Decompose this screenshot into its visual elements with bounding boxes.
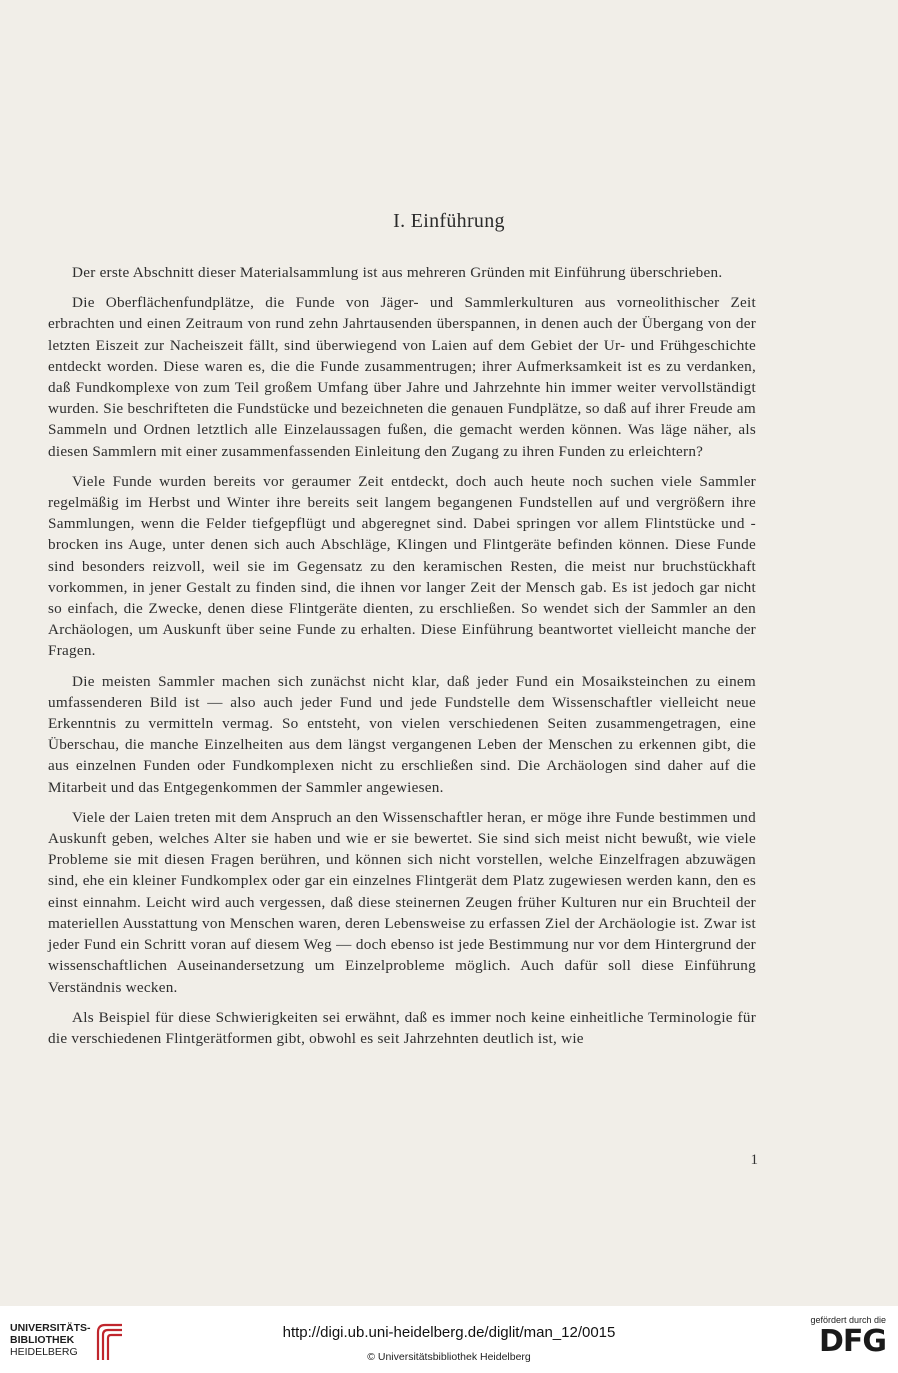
dfg-wordmark: DFG bbox=[818, 1324, 886, 1359]
footer bbox=[0, 1306, 898, 1373]
paragraph: Die Oberflächenfundplätze, die Funde von Jäger- und Sammlerkulturen aus vorneolithischer Zeit erbrachten und einen Zeitraum von rund zehn Jahrtausenden überspannen, in denen auch der Übergang von der letzten Eiszeit zur Nacheiszeit fällt, sind überwiegend von Laien auf dem Gebiet der Ur- und Frühgeschichte entdeckt worden. Diese waren es, die die Funde zusammentrugen; ihrer Aufmerksamkeit ist es zu verdanken, daß Fundkomplexe von zum Teil großem Umfang über Jahre und Jahrzehnte hin immer weiter vervollständigt wurden. Sie beschrifteten die Fundstücke und bezeichneten die genauen Fundplätze, so daß auf ihrer Freude am Sammeln und Ordnen letztlich alle Einzelaussagen fußen, die gemacht werden können. Was läge näher, als diesen Sammlern mit einer zusammenfassenden Einleitung den Zugang zu ihren Funden zu erleichtern? bbox=[48, 294, 756, 460]
library-name-line3: HEIDELBERG bbox=[10, 1346, 78, 1358]
dfg-logo[interactable] bbox=[796, 1315, 886, 1365]
page-number: 1 bbox=[750, 1152, 758, 1168]
paragraph: Als Beispiel für diese Schwierigkeiten sei erwähnt, daß es immer noch keine einheitliche Terminologie für die verschiedenen Flintgerätformen gibt, obwohl es seit Jahrzehnten deutlich ist, wie bbox=[48, 1008, 756, 1047]
funding-caption: gefördert durch die bbox=[810, 1315, 886, 1325]
paragraph: Die meisten Sammler machen sich zunächst nicht klar, daß jeder Fund ein Mosaiksteinchen zu einem umfassenderen Bild ist — also auch jeder Fund und jede Fundstelle dem Wissenschaftler vielleicht neue Erkenntnis zu vermitteln vermag. So entsteht, von vielen verschiedenen Seiten zusammengetragen, eine Überschau, die manche Einzelheiten aus dem längst vergangenen Leben der Menschen zu erkennen gibt, die aus einzelnen Funden oder Fundkomplexen nicht zu erschließen sind. Die Archäologen sind daher auf die Mitarbeit und das Entgegenkommen der Sammler angewiesen. bbox=[48, 672, 756, 796]
paragraph: Viele Funde wurden bereits vor geraumer Zeit entdeckt, doch auch heute noch suchen viele Sammler regelmäßig im Herbst und Winter ihre bereits seit langem begangenen Fundstellen auf und vergrößern ihre Sammlungen, wenn die Felder tiefgepflügt und abgeregnet sind. Dabei springen vor allem Flintstücke und -brocken ins Auge, unter denen sich auch Abschläge, Klingen und Flintgeräte befinden können. Diese Funde sind besonders reizvoll, weil sie im Gegensatz zu den keramischen Resten, die meist nur bruchstückhaft vorkommen, in jener Gestalt zu finden sind, die ihnen vor langer Zeit der Mensch gab. Es ist jedoch gar nicht so einfach, die Zwecke, denen diese Flintgeräte dienten, zu erschließen. So wendet sich der Sammler an den Archäologen, um Auskunft über seine Funde zu erhalten. Diese Einführung beantwortet vielleicht manche der Fragen. bbox=[48, 472, 756, 660]
paragraph: Der erste Abschnitt dieser Materialsammlung ist aus mehreren Gründen mit Einführung überschrieben. bbox=[72, 264, 723, 281]
library-name-line1: UNIVERSITÄTS- bbox=[10, 1322, 91, 1334]
copyright-notice: © Universitätsbibliothek Heidelberg bbox=[367, 1351, 531, 1363]
library-name-line2: BIBLIOTHEK bbox=[10, 1334, 75, 1346]
body-text bbox=[48, 262, 756, 1058]
paragraph: Viele der Laien treten mit dem Anspruch an den Wissenschaftler heran, er möge ihre Funde bestimmen und Auskunft geben, welches Alter sie haben und wie er sie bewertet. Sie sind sich meist nicht bewußt, wie viele Probleme sie mit diesen Fragen berühren, und können sich nicht vorstellen, welche Einzelfragen abzuwägen sind, ehe ein kleiner Fundkomplex oder gar ein einzelnes Flintgerät dem Platz zugewiesen werden kann, den es einst einnahm. Leicht wird auch vergessen, daß diese steinernen Zeugen früher Kulturen nur ein Bruchteil der materiellen Ausstattung von Menschen waren, deren Lebensweise zu erfassen Ziel der Archäologie ist. Zwar ist jeder Fund ein Schritt voran auf diesem Weg — doch ebenso ist jede Bestimmung nur vor dem Hintergrund der wissenschaftlichen Auseinandersetzung um Einzelprobleme möglich. Auch dafür soll diese Einführung Verständnis wecken. bbox=[48, 808, 756, 996]
document-url[interactable]: http://digi.ub.uni-heidelberg.de/diglit/man_12/0015 bbox=[282, 1324, 616, 1341]
chapter-heading: I. Einführung bbox=[393, 210, 505, 232]
